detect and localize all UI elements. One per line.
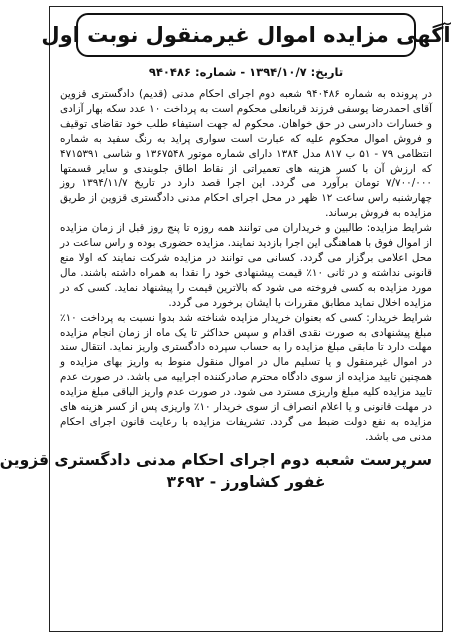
signer-title: سرپرست شعبه دوم اجرای احکام مدنی دادگستری قزوین	[0, 450, 432, 469]
notice-body	[60, 87, 432, 445]
signature-block	[0, 449, 432, 493]
paragraph-auction-conditions: شرایط مزایده: طالبین و خریداران می توانند همه روزه تا پنج روز قبل از زمان مزایده از اموال فوق با هماهنگی این اجرا بازدید نمایند. مزایده حضوری بوده و راس ساعت در محل اعلامی برگزار می گردد. کسانی می توانند در مزایده شرکت نمایند که اولا منع قانونی نداشته و در ثانی ۱۰٪ قیمت پیشنهادی خود را نقدا به همراه داشته باشند. مال مورد مزایده به کسی فروخته می شود که بالاترین قیمت را پیشنهاد نماید. کسی که در مزایده اخلال نماید مطابق مقررات با ایشان برخورد می گردد.	[60, 222, 432, 309]
paragraph-buyer-conditions: شرایط خریدار: کسی که بعنوان خریدار مزایده شناخته شد بدوا نسبت به پرداخت ۱۰٪ مبلغ پیشنهادی به صورت نقدی اقدام و سپس حداکثر تا یک ماه از زمان انجام مزایده مهلت دارد تا مابقی مبلغ مزایده را به حساب سپرده دادگستری واریز نماید. انتقال سند در اموال غیرمنقول و یا تسلیم مال در اموال منقول منوط به واریز بهای مزایده و همچنین تایید مزایده از سوی دادگاه محترم صادرکننده اجراییه می باشد. در صورت عدم تایید مزایده کلیه مبلغ واریزی مسترد می شود. در صورت عدم واریز الباقی مبلغ مزایده در مهلت قانونی و یا اعلام انصراف از سوی خریدار ۱۰٪ واریزی پس از کسر هزینه های مزایده به نفع دولت ضبط می گردد. تشریفات مزایده با رعایت قانون اجرای احکام مدنی می باشد.	[60, 311, 432, 443]
signer-name: غفور کشاورز - ۳۶۹۲	[166, 472, 326, 491]
notice-title: آگهی مزایده اموال غیرمنقول نوبت اول	[41, 23, 451, 47]
paragraph-case: در پرونده به شماره ۹۴۰۴۸۶ شعبه دوم اجرای احکام مدنی (قدیم) دادگستری قزوین آقای احمدرضا یوسفی فرزند قربانعلی محکوم است به پرداخت ۱۰ عدد سکه بهار آزادی و خسارات دادرسی در حق خواهان. محکوم له جهت استیفاء طلب خود تقاضای توقیف و فروش اموال محکوم علیه که عبارت است سواری پراید به رنگ سفید به شماره انتظامی ۷۹ - ۵۱ ب ۸۱۷ مدل ۱۳۸۴ دارای شماره موتور ۱۳۶۷۵۴۸ و شاسی ۴۷۱۵۳۹۱ که ارزش آن با کسر هزینه های تعمیراتی از نقاط اطاق جلوبندی و سایر قسمتها ۷/۷۰۰/۰۰۰ تومان برآورد می گردد. این اجرا قصد دارد در تاریخ ۱۳۹۴/۱۱/۷ روز چهارشنبه راس ساعت ۱۲ ظهر در محل اجرای احکام مدنی دادگستری قزوین از طریق مزایده به فروش برساند.	[60, 88, 433, 220]
date-number-line: تاریخ: ۱۳۹۴/۱۰/۷ - شماره: ۹۴۰۴۸۶	[148, 65, 344, 79]
auction-notice	[0, 6, 451, 632]
title-box	[41, 13, 451, 57]
